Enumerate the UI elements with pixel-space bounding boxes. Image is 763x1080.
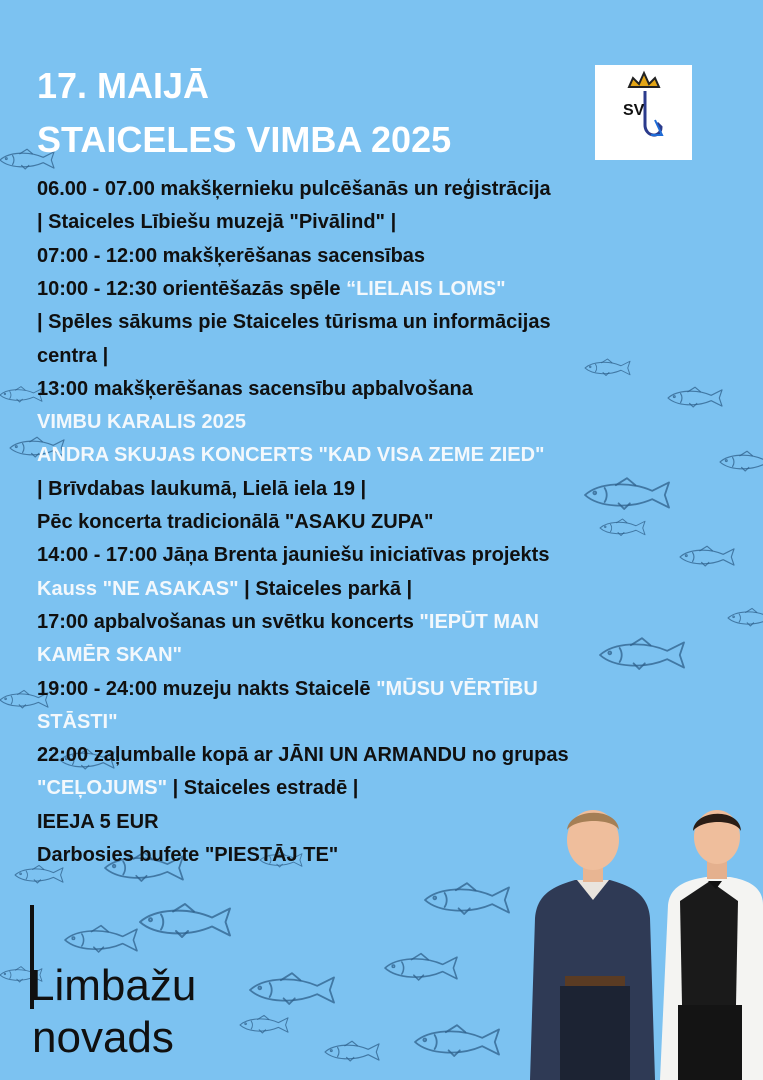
program-line [37, 377, 473, 401]
program-text: Darbosies bufete "PIESTĀJ TE" [37, 844, 339, 866]
program-line [37, 277, 506, 301]
program-line [37, 344, 108, 368]
program-line [37, 410, 246, 434]
program-text: 19:00 - 24:00 muzeju nakts Staicelē [37, 677, 377, 700]
performer-left-photo [525, 798, 660, 1080]
program-line [37, 543, 549, 567]
program-text: | Staiceles parkā | [238, 577, 413, 600]
program-line [37, 310, 551, 334]
program-line [37, 743, 569, 767]
program-text: | Spēles sākums pie Staiceles tūrisma un informācijas [37, 311, 551, 334]
program-text: | Staiceles estradē | [167, 777, 359, 800]
program-text: 10:00 - 12:30 orientēšazās spēle [37, 277, 347, 300]
program-text: 06.00 - 07.00 makšķernieku pulcēšanās un reģistrācija [37, 178, 551, 200]
program-text: centra | [37, 344, 109, 367]
program-line [37, 510, 433, 534]
program-highlight: STĀSTI" [37, 710, 118, 733]
program-highlight: VIMBU KARALIS 2025 [37, 411, 246, 434]
program-line [37, 610, 539, 634]
program-line [37, 177, 551, 201]
program-text: 13:00 makšķerēšanas sacensību apbalvošana [37, 377, 473, 400]
program-line [37, 443, 545, 467]
event-title: STAICELES VIMBA 2025 [37, 119, 452, 160]
program-line [37, 643, 182, 667]
program-highlight: “LIELAIS LOMS" [346, 277, 506, 300]
program-line [37, 710, 118, 734]
program-highlight: "MŪSU VĒRTĪBU [376, 677, 538, 700]
program-text: | Staiceles Lībiešu muzejā "Pivālind" | [37, 211, 397, 234]
program-line [37, 776, 358, 800]
program-text: IEEJA 5 EUR [37, 810, 159, 833]
program-highlight: KAMĒR SKAN" [37, 644, 183, 667]
crown-hook-icon [595, 65, 692, 160]
brand-line1: Limbažu [30, 961, 197, 1010]
program-text: | Brīvdabas laukumā, Lielā iela 19 | [37, 477, 367, 500]
program-line [37, 810, 159, 834]
program-text: 14:00 - 17:00 Jāņa Brenta jauniešu iniciatīvas projekts [37, 544, 550, 567]
svg-text:SV: SV [623, 102, 645, 119]
program-line [37, 677, 538, 701]
program-line [37, 244, 425, 268]
program-line [37, 210, 396, 234]
program-text: Pēc koncerta tradicionālā "ASAKU ZUPA" [37, 511, 434, 533]
program-highlight: "IEPŪT MAN [419, 610, 539, 633]
program-text: 07:00 - 12:00 makšķerēšanas sacensības [37, 244, 426, 267]
event-date: 17. MAIJĀ [37, 65, 210, 106]
program-highlight: Kauss "NE ASAKAS" [37, 577, 239, 600]
brand-line2: novads [32, 1013, 174, 1062]
event-logo [595, 65, 692, 160]
program-text: 22:00 zaļumballe kopā ar JĀNI UN ARMANDU no grupas [37, 744, 569, 767]
program-line [37, 577, 412, 601]
program-text: 17:00 apbalvošanas un svētku koncerts [37, 610, 420, 633]
program-line [37, 477, 366, 501]
program-highlight: ANDRA SKUJAS KONCERTS "KAD VISA ZEME ZIED" [37, 444, 545, 467]
program-line [37, 843, 338, 867]
program-highlight: "CEĻOJUMS" [37, 777, 168, 800]
performer-right-photo [660, 805, 763, 1080]
